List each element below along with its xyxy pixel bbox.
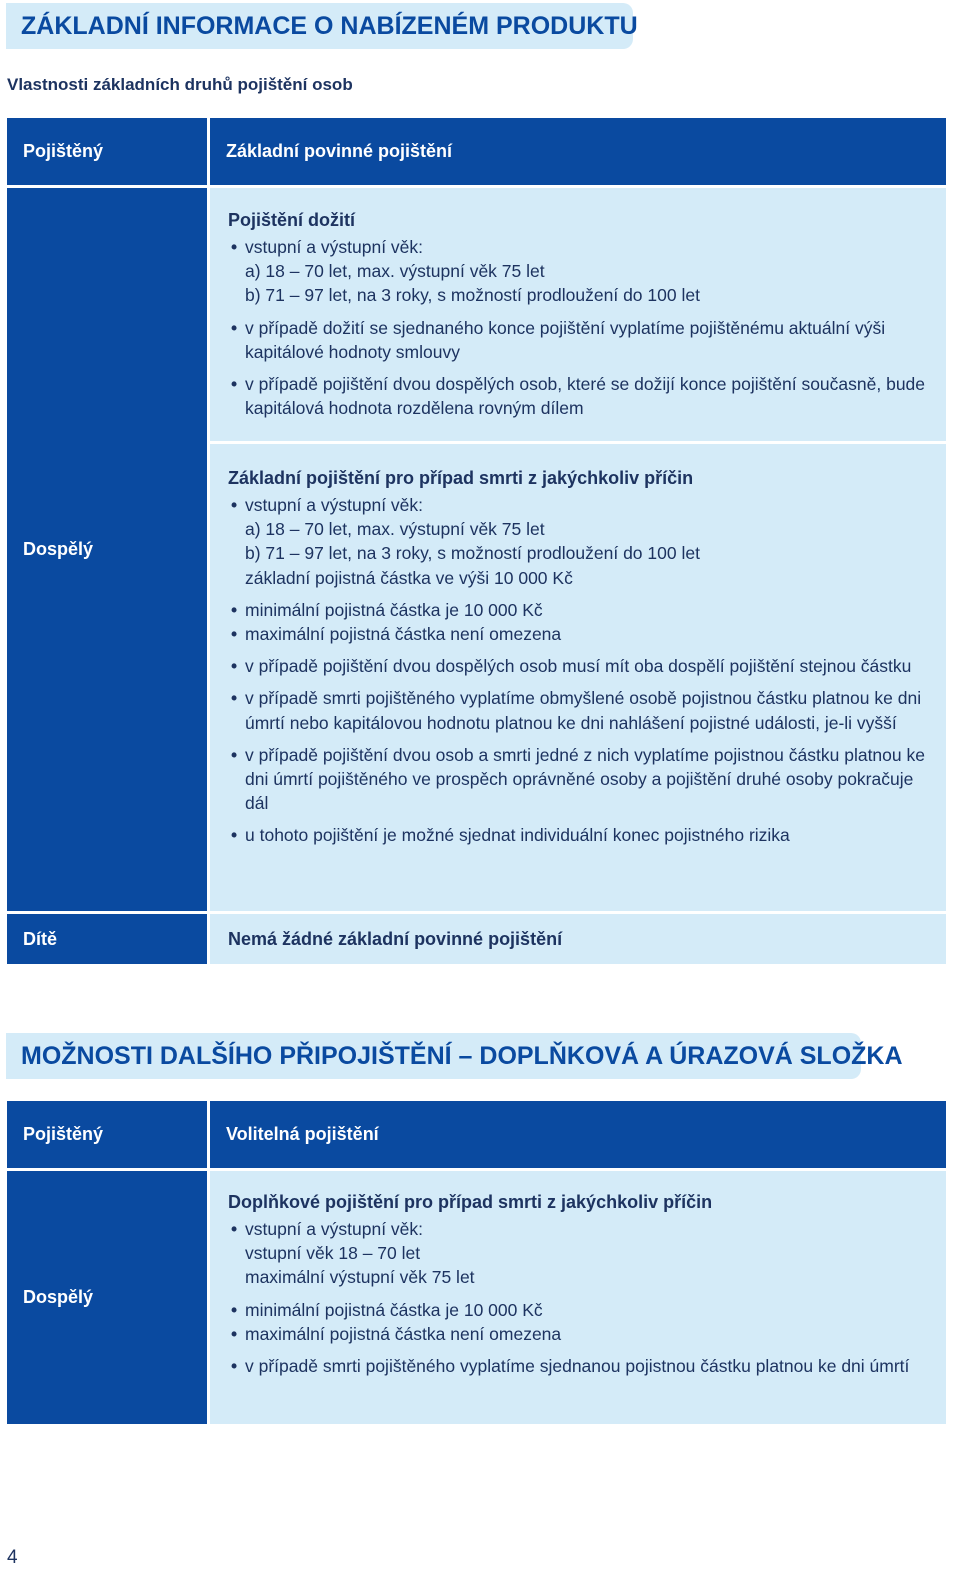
list-item: • v případě pojištění dvou dospělých osob musí mít oba dospělí pojištění stejnou částku — [228, 654, 926, 678]
table-header-row — [7, 118, 946, 185]
header-basic-mandatory: Základní povinné pojištění — [210, 118, 946, 185]
list-item: • minimální pojistná částka je 10 000 Kč — [228, 598, 926, 622]
block-death-insurance — [210, 444, 946, 911]
block-title-additional-death: Doplňkové pojištění pro případ smrti z jakýchkoliv příčin — [228, 1192, 713, 1212]
list-item: • vstupní a výstupní věk: vstupní věk 18 – 70 let maximální výstupní věk 75 let — [228, 1217, 926, 1290]
optional-insurance-table — [7, 1101, 946, 1424]
table-row-adult — [7, 188, 946, 911]
list-item: • v případě smrti pojištěného vyplatíme sjednanou pojistnou částku platnou ke dni úmrtí — [228, 1354, 926, 1378]
header-optional: Volitelná pojištění — [210, 1101, 946, 1168]
list-item: • u tohoto pojištění je možné sjednat individuální konec pojistného rizika — [228, 823, 926, 847]
header-insured: Pojištěný — [7, 118, 207, 185]
table-header-row — [7, 1101, 946, 1168]
list-item: • vstupní a výstupní věk: a) 18 – 70 let, max. výstupní věk 75 let b) 71 – 97 let, na 3 roky, s možností prodloužení do 100 let základní pojistná částka ve výši 10 000 Kč — [228, 493, 926, 590]
list-item: • v případě pojištění dvou osob a smrti jedné z nich vyplatíme pojistnou částku platnou ke dni úmrtí pojištěného ve prospěch oprávněné osoby a pojištění druhé osoby pokračuje dál — [228, 743, 926, 816]
row-label-child: Dítě — [7, 914, 207, 964]
list-item: • v případě smrti pojištěného vyplatíme obmyšlené osobě pojistnou částku platnou ke dni úmrtí nebo kapitálovou hodnotu platnou ke dni nahlášení pojistné události, je-li vyšší — [228, 686, 926, 734]
row-label-adult: Dospělý — [7, 1171, 207, 1424]
section-title-additional: MOŽNOSTI DALŠÍHO PŘIPOJIŠTĚNÍ – DOPLŇKOVÁ A ÚRAZOVÁ SLOŽKA — [6, 1033, 861, 1079]
section-subtitle: Vlastnosti základních druhů pojištění osob — [7, 75, 353, 94]
child-no-insurance: Nemá žádné základní povinné pojištění — [210, 914, 946, 964]
block-title-survival: Pojištění dožití — [228, 210, 356, 230]
block-additional-death — [210, 1171, 946, 1424]
page-number: 4 — [7, 1547, 18, 1568]
list-item: • maximální pojistná částka není omezena — [228, 622, 926, 646]
list-item: • vstupní a výstupní věk: a) 18 – 70 let, max. výstupní věk 75 let b) 71 – 97 let, na 3 roky, s možností prodloužení do 100 let — [228, 235, 926, 308]
table-row-child — [7, 914, 946, 964]
table-row-adult — [7, 1171, 946, 1424]
section-title-basic-info: ZÁKLADNÍ INFORMACE O NABÍZENÉM PRODUKTU — [6, 3, 633, 49]
row-label-adult: Dospělý — [7, 188, 207, 911]
list-item: • v případě pojištění dvou dospělých osob, které se dožijí konce pojištění současně, bude kapitálová hodnota rozdělena rovným dílem — [228, 372, 926, 420]
basic-insurance-table — [7, 118, 946, 964]
adult-content — [210, 188, 946, 911]
list-item: • v případě dožití se sjednaného konce pojištění vyplatíme pojištěnému aktuální výši kapitálové hodnoty smlouvy — [228, 316, 926, 364]
list-item: • minimální pojistná částka je 10 000 Kč — [228, 1298, 926, 1322]
block-title-death: Základní pojištění pro případ smrti z jakýchkoliv příčin — [228, 468, 694, 488]
block-survival-insurance — [210, 188, 946, 441]
list-item: • maximální pojistná částka není omezena — [228, 1322, 926, 1346]
header-insured: Pojištěný — [7, 1101, 207, 1168]
